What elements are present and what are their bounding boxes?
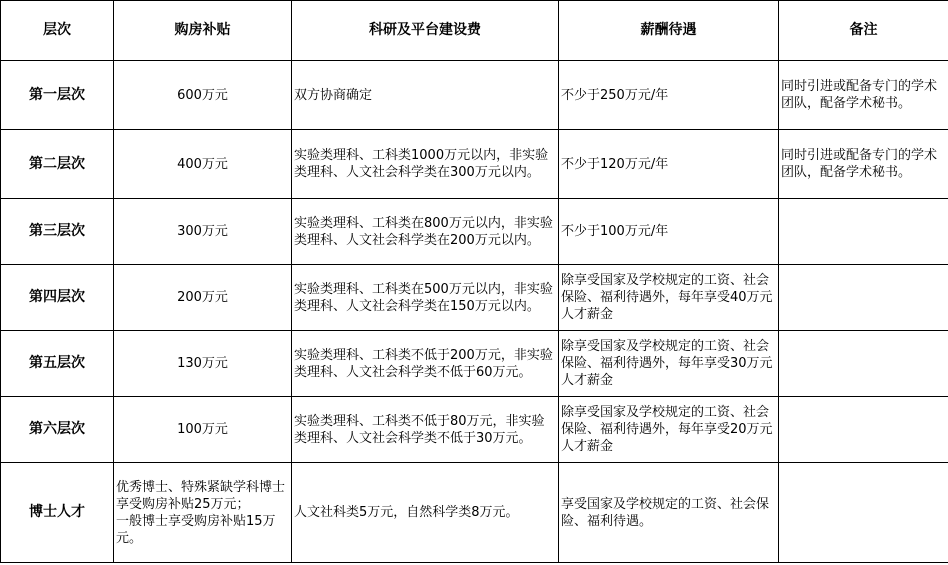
header-row [1,1,948,61]
header-housing: 购房补贴 [114,1,292,61]
research-cell: 实验类理科、工科类在500万元以内，非实验类理科、人文社会科学类在150万元以内。 [292,265,559,331]
level-cell: 第六层次 [1,397,114,463]
research-cell: 实验类理科、工科类不低于200万元，非实验类理科、人文社会科学类不低于60万元。 [292,331,559,397]
note-cell [779,331,948,397]
housing-cell: 400万元 [114,130,292,199]
level-cell: 第二层次 [1,130,114,199]
housing-cell: 100万元 [114,397,292,463]
table-row [1,61,948,130]
note-cell [779,199,948,265]
salary-cell: 不少于120万元/年 [559,130,779,199]
salary-cell: 除享受国家及学校规定的工资、社会保险、福利待遇外，每年享受40万元人才薪金 [559,265,779,331]
salary-cell: 享受国家及学校规定的工资、社会保险、福利待遇。 [559,463,779,563]
salary-cell: 不少于250万元/年 [559,61,779,130]
table-row [1,199,948,265]
housing-cell: 600万元 [114,61,292,130]
level-cell: 第三层次 [1,199,114,265]
table-row [1,463,948,563]
level-cell: 第四层次 [1,265,114,331]
header-research: 科研及平台建设费 [292,1,559,61]
table-row [1,130,948,199]
research-cell: 实验类理科、工科类不低于80万元，非实验类理科、人文社会科学类不低于30万元。 [292,397,559,463]
note-cell: 同时引进或配备专门的学术团队，配备学术秘书。 [779,130,948,199]
note-cell: 同时引进或配备专门的学术团队，配备学术秘书。 [779,61,948,130]
table-row [1,331,948,397]
housing-cell: 300万元 [114,199,292,265]
table-row [1,397,948,463]
header-salary: 薪酬待遇 [559,1,779,61]
research-cell: 实验类理科、工科类在800万元以内，非实验类理科、人文社会科学类在200万元以内。 [292,199,559,265]
header-note: 备注 [779,1,948,61]
note-cell [779,463,948,563]
table-row [1,265,948,331]
level-cell: 博士人才 [1,463,114,563]
salary-cell: 不少于100万元/年 [559,199,779,265]
level-cell: 第一层次 [1,61,114,130]
housing-cell: 优秀博士、特殊紧缺学科博士享受购房补贴25万元； 一般博士享受购房补贴15万元。 [114,463,292,563]
note-cell [779,397,948,463]
salary-cell: 除享受国家及学校规定的工资、社会保险、福利待遇外，每年享受20万元人才薪金 [559,397,779,463]
research-cell: 双方协商确定 [292,61,559,130]
housing-cell: 130万元 [114,331,292,397]
research-cell: 实验类理科、工科类1000万元以内，非实验类理科、人文社会科学类在300万元以内。 [292,130,559,199]
header-level: 层次 [1,1,114,61]
salary-cell: 除享受国家及学校规定的工资、社会保险、福利待遇外，每年享受30万元人才薪金 [559,331,779,397]
research-cell: 人文社科类5万元，自然科学类8万元。 [292,463,559,563]
note-cell [779,265,948,331]
housing-cell: 200万元 [114,265,292,331]
level-cell: 第五层次 [1,331,114,397]
